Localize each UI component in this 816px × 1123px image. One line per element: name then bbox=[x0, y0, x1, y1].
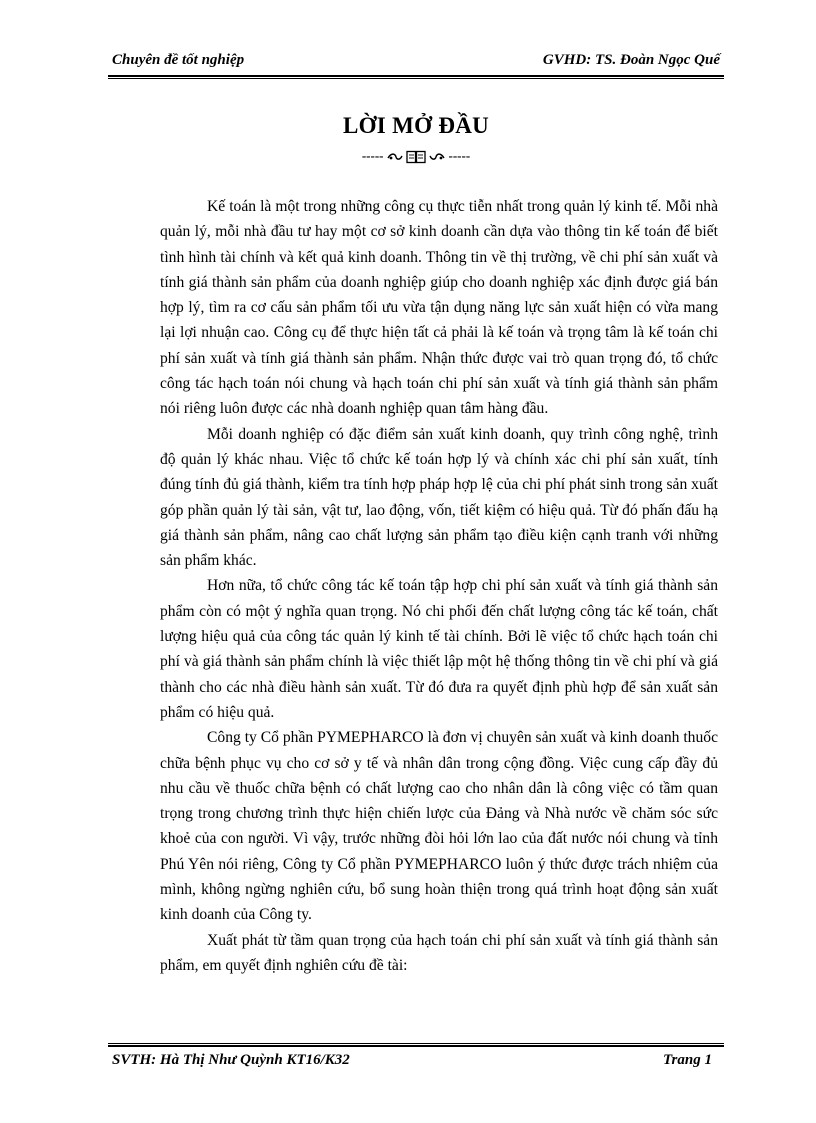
left-flourish-icon bbox=[387, 152, 403, 162]
header-right-text: GVHD: TS. Đoàn Ngọc Quế bbox=[542, 52, 720, 68]
title-ornament bbox=[108, 148, 724, 164]
header-left-text: Chuyên đề tốt nghiệp bbox=[112, 52, 245, 68]
paragraph: Mỗi doanh nghiệp có đặc điểm sản xuất kinh doanh, quy trình công nghệ, trình độ quản lý khác nhau. Việc tổ chức kế toán hợp lý và chính xác chi phí sản xuất, tính đúng tính đủ giá thành, kiểm tra tính hợp pháp hợp lệ của chi phí phát sinh trong sản xuất góp phần quản lý tài sản, vật tư, lao động, vốn, tiết kiệm có hiệu quả. Từ đó phấn đấu hạ giá thành sản phẩm, nâng cao chất lượng sản phẩm tạo điều kiện cạnh tranh với những sản phẩm khác. bbox=[160, 425, 718, 570]
footer-rule bbox=[108, 1043, 724, 1047]
page-footer bbox=[108, 1052, 724, 1076]
paragraph: Xuất phát từ tầm quan trọng của hạch toán chi phí sản xuất và tính giá thành sản phẩm, em quyết định nghiên cứu đề tài: bbox=[160, 931, 718, 974]
paragraph: Công ty Cổ phần PYMEPHARCO là đơn vị chuyên sản xuất và kinh doanh thuốc chữa bệnh phục vụ cho cơ sở y tế và nhân dân trong cộng đồng. Việc cung cấp đầy đủ nhu cầu về thuốc chữa bệnh có chất lượng cao cho nhân dân là công việc có tầm quan trọng trong chương trình thực hiện chiến lược của Đảng và Nhà nước về chăm sóc sức khoẻ của con người. Vì vậy, trước những đòi hỏi lớn lao của đất nước nói chung và tỉnh Phú Yên nói riêng, Công ty Cổ phần PYMEPHARCO luôn ý thức được trách nhiệm của mình, không ngừng nghiên cứu, bổ sung hoàn thiện trong quá trình hoạt động sản xuất kinh doanh của Công ty. bbox=[160, 729, 718, 924]
header-rule bbox=[108, 75, 724, 79]
page-header bbox=[108, 50, 724, 76]
open-book-icon bbox=[406, 150, 426, 164]
footer-left-text: SVTH: Hà Thị Như Quỳnh KT16/K32 bbox=[112, 1052, 350, 1068]
ornament-dashes-right: ----- bbox=[448, 148, 471, 163]
right-flourish-icon bbox=[429, 152, 445, 162]
page-title: LỜI MỞ ĐẦU bbox=[342, 113, 490, 138]
body-text bbox=[160, 194, 718, 978]
paragraph: Hơn nữa, tổ chức công tác kế toán tập hợp chi phí sản xuất và tính giá thành sản phẩm còn có một ý nghĩa quan trọng. Nó chi phối đến chất lượng công tác kế toán, chất lượng hiệu quả của công tác quản lý kinh tế tài chính. Bởi lẽ việc tổ chức hạch toán chi phí và giá thành sản phẩm chính là việc thiết lập một hệ thống thông tin về chi phí và giá thành cho các nhà điều hành sản xuất. Từ đó đưa ra quyết định phù hợp để sản xuất sản phẩm có hiệu quả. bbox=[160, 577, 718, 721]
ornament-dashes-left: ----- bbox=[361, 148, 384, 163]
paragraph: Kế toán là một trong những công cụ thực tiễn nhất trong quản lý kinh tế. Mỗi nhà quản lý, mỗi nhà đầu tư hay một cơ sở kinh doanh cần dựa vào thông tin kế toán để biết tình hình tài chính và kết quả kinh doanh. Thông tin về thị trường, về chi phí sản xuất và tính giá thành sản phẩm của doanh nghiệp giúp cho doanh nghiệp xác định được giá bán hợp lý, tìm ra cơ cấu sản phẩm tối ưu vừa tận dụng năng lực sản xuất hiện có vừa mang lại lợi nhuận cao. Công cụ để thực hiện tất cả phải là kế toán và trọng tâm là kế toán chi phí sản xuất và tính giá thành sản phẩm. Nhận thức được vai trò quan trọng đó, tổ chức công tác hạch toán nói chung và hạch toán chi phí sản xuất và tính giá thành sản phẩm nói riêng luôn được các nhà doanh nghiệp quan tâm hàng đầu. bbox=[160, 198, 718, 418]
page-number: Trang 1 bbox=[662, 1052, 712, 1068]
